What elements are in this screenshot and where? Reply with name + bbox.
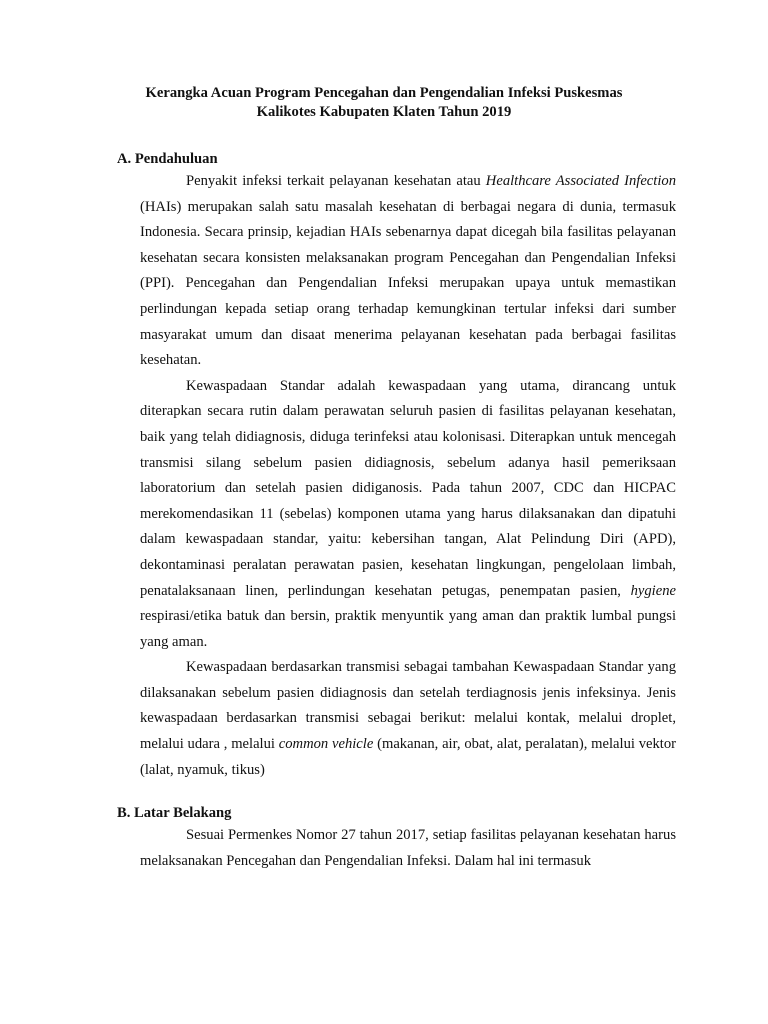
paragraph-italic-term: hygiene bbox=[630, 582, 676, 599]
paragraph-text: Penyakit infeksi terkait pelayanan kesehatan atau bbox=[186, 173, 486, 189]
paragraph-text: (HAIs) merupakan salah satu masalah kesehatan di berbagai negara di dunia, termasuk Indonesia. Secara prinsip, kejadian HAIs sebenarnya dapat dicegah bila fasilitas pelayanan kesehatan secara konsisten melaksanakan program Pencegahan dan Pengendalian Infeksi (PPI). Pencegahan dan Pengendalian Infeksi merupakan upaya untuk memastikan perlindungan kepada setiap orang terhadap kemungkinan tertular infeksi dari sumber masyarakat umum dan disaat menerima pelayanan kesehatan pada berbagai fasilitas kesehatan. bbox=[140, 198, 676, 369]
paragraph-text: respirasi/etika batuk dan bersin, praktik menyuntik yang aman dan praktik lumbal pungsi yang aman. bbox=[140, 608, 676, 650]
section-a-paragraph-3 bbox=[140, 655, 676, 783]
paragraph-text: Kewaspadaan Standar adalah kewaspadaan yang utama, dirancang untuk diterapkan secara rutin dalam perawatan seluruh pasien di fasilitas pelayanan kesehatan, baik yang telah didiagnosis, diduga terinfeksi atau kolonisasi. Diterapkan untuk mencegah transmisi silang sebelum pasien didiagnosis, sebelum adanya hasil pemeriksaan laboratorium dan setelah pasien didiganosis. Pada tahun 2007, CDC dan HICPAC merekomendasikan 11 (sebelas) komponen utama yang harus dilaksanakan dan dipatuhi dalam kewaspadaan standar, yaitu: kebersihan tangan, Alat Pelindung Diri (APD), dekontaminasi peralatan perawatan pasien, kesehatan lingkungan, pengelolaan limbah, penatalaksanaan linen, perlindungan kesehatan petugas, penempatan pasien, bbox=[140, 377, 676, 599]
document-title bbox=[0, 84, 768, 122]
paragraph-italic-term: Healthcare Associated Infection bbox=[485, 173, 676, 189]
paragraph-text: (makanan, air, obat, alat, peralatan), melalui vektor (lalat, nyamuk, tikus) bbox=[140, 736, 676, 778]
section-b-heading: B. Latar Belakang bbox=[117, 805, 232, 821]
section-a-body bbox=[140, 169, 676, 783]
section-a-heading: A. Pendahuluan bbox=[117, 151, 218, 167]
paragraph-text: Kewaspadaan berdasarkan transmisi sebagai tambahan Kewaspadaan Standar yang dilaksanakan sebelum pasien didiagnosis dan setelah terdiagnosis jenis infeksinya. Jenis kewaspadaan berdasarkan transmisi sebagai berikut: melalui kontak, melalui droplet, melalui udara , melalui bbox=[140, 659, 676, 753]
section-b-body bbox=[140, 823, 676, 874]
paragraph-text: Sesuai Permenkes Nomor 27 tahun 2017, setiap fasilitas pelayanan kesehatan harus melaksanakan Pencegahan dan Pengendalian Infeksi. Dalam hal ini termasuk bbox=[140, 827, 676, 869]
paragraph-italic-term: common vehicle bbox=[278, 736, 374, 753]
section-a-paragraph-1 bbox=[140, 169, 676, 374]
section-a-paragraph-2 bbox=[140, 374, 676, 656]
title-line-2: Kalikotes Kabupaten Klaten Tahun 2019 bbox=[256, 104, 512, 120]
section-b-paragraph-1 bbox=[140, 823, 676, 874]
title-line-1: Kerangka Acuan Program Pencegahan dan Pengendalian Infeksi Puskesmas bbox=[145, 85, 623, 101]
